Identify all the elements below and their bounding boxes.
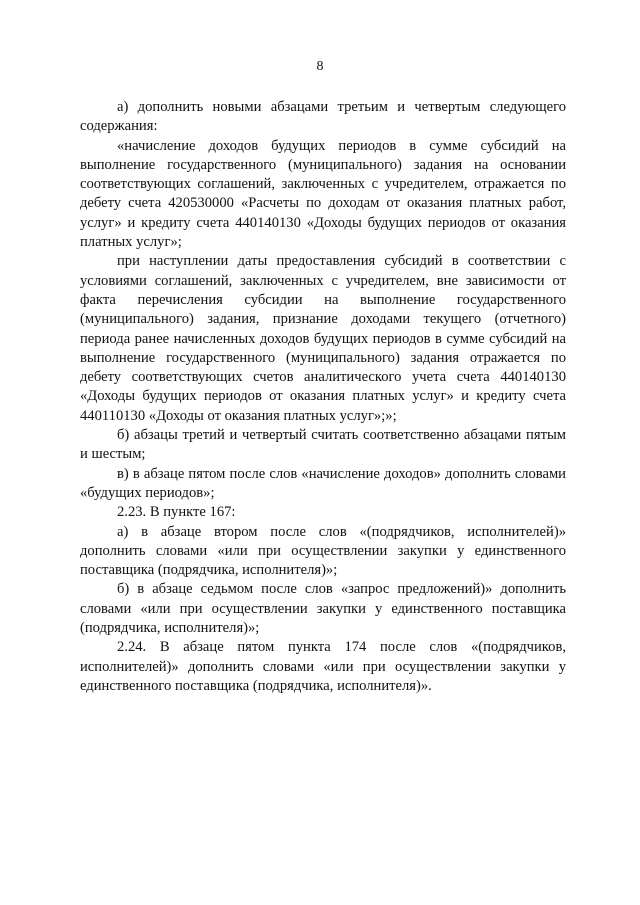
paragraph-clause-2-23-a: а) в абзаце втором после слов «(подрядчиков, исполнителей)» дополнить словами «или при осуществлении закупки у единственного поставщика (подрядчика, исполнителя)»; — [80, 523, 566, 579]
paragraph-accrual-subsidies: «начисление доходов будущих периодов в сумме субсидий на выполнение государственного (муниципального) задания на основании соответствующих соглашений, заключенных с учредителем, отражается по дебету счета 420530000 «Расчеты по доходам от оказания платных работ, услуг» и кредиту счета 440140130 «Доходы будущих периодов от оказания платных услуг»; — [80, 137, 566, 251]
document-body — [80, 98, 566, 696]
paragraph-amend-a: а) дополнить новыми абзацами третьим и четвертым следующего содержания: — [80, 99, 566, 135]
paragraph-subsidy-recognition: при наступлении даты предоставления субсидий в соответствии с условиями соглашений, заключенных с учредителем, вне зависимости от факта перечисления субсидии на выполнение государственного (муниципального) задания, признание доходами текущего (отчетного) периода ранее начисленных доходов будущих периодов в сумме субсидий на выполнение государственного (муниципального) задания отражается по дебету соответствующих счетов аналитического учета счета 440140130 «Доходы будущих периодов от оказания платных услуг» и кредиту счета 440110130 «Доходы от оказания платных услуг»;»; — [80, 253, 566, 424]
paragraph-amend-v: в) в абзаце пятом после слов «начисление доходов» дополнить словами «будущих периодов»; — [80, 465, 566, 501]
paragraph-clause-2-23: 2.23. В пункте 167: — [117, 504, 236, 521]
paragraph-clause-2-24: 2.24. В абзаце пятом пункта 174 после слов «(подрядчиков, исполнителей)» дополнить словами «или при осуществлении закупки у единственного поставщика (подрядчика, исполнителя)». — [80, 639, 566, 694]
paragraph-amend-b: б) абзацы третий и четвертый считать соответственно абзацами пятым и шестым; — [80, 427, 566, 463]
page-number: 8 — [316, 59, 324, 74]
paragraph-clause-2-23-b: б) в абзаце седьмом после слов «запрос предложений)» дополнить словами «или при осуществлении закупки у единственного поставщика (подрядчика, исполнителя)»; — [80, 581, 566, 637]
